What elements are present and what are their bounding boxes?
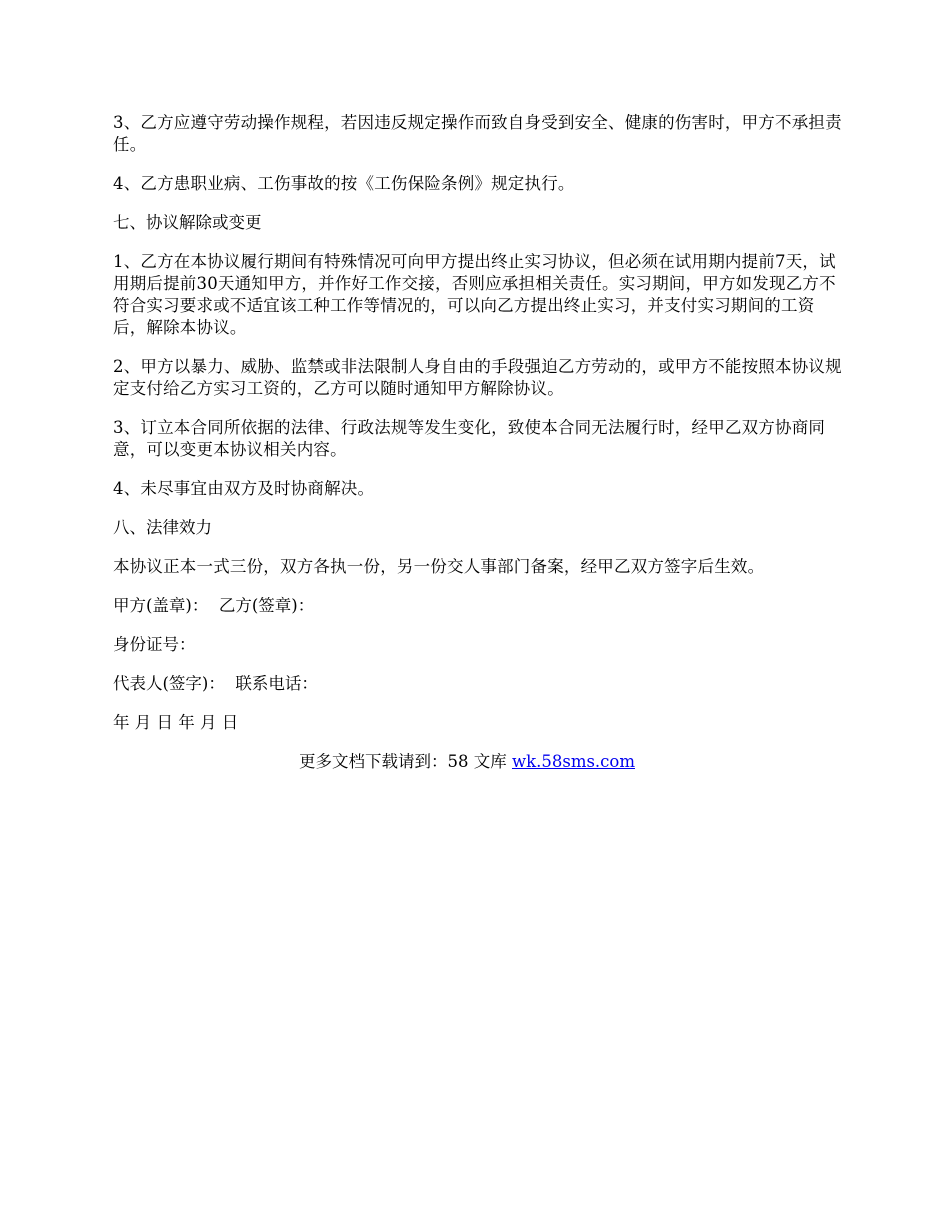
download-footer — [91, 751, 843, 773]
footer-link[interactable]: wk.58sms.com — [511, 752, 635, 771]
section-7-clause-2: 2、甲方以暴力、威胁、监禁或非法限制人身自由的手段强迫乙方劳动的，或甲方不能按照本协议规定支付给乙方实习工资的，乙方可以随时通知甲方解除协议。 — [113, 357, 842, 398]
section-7-clause-3: 3、订立本合同所依据的法律、行政法规等发生变化，致使本合同无法履行时，经甲乙双方协商同意，可以变更本协议相关内容。 — [113, 418, 826, 459]
section-7-heading: 七、协议解除或变更 — [113, 213, 262, 232]
section-7-clause-4: 4、未尽事宜由双方及时协商解决。 — [113, 479, 375, 498]
footer-prefix: 更多文档下载请到：58 文库 — [298, 752, 512, 771]
signature-date-line: 年 月 日 年 月 日 — [113, 713, 239, 732]
section-7-clause-1: 1、乙方在本协议履行期间有特殊情况可向甲方提出终止实习协议，但必须在试用期内提前7天，试用期后提前30天通知甲方，并作好工作交接，否则应承担相关责任。实习期间，甲方如发现乙方不符合实习要求或不适宜该工种工作等情况的，可以向乙方提出终止实习，并支付实习期间的工资后，解除本协议。 — [113, 252, 836, 337]
document-body — [113, 112, 843, 773]
signature-id-line: 身份证号： — [113, 635, 196, 654]
signature-representative-line: 代表人(签字)： 联系电话： — [113, 674, 318, 693]
clause-3-safety: 3、乙方应遵守劳动操作规程，若因违反规定操作而致自身受到安全、健康的伤害时，甲方不承担责任。 — [113, 113, 842, 154]
clause-4-occupational-disease: 4、乙方患职业病、工伤事故的按《工伤保险条例》规定执行。 — [113, 174, 575, 193]
signature-party-line: 甲方(盖章)： 乙方(签章)： — [113, 596, 315, 615]
section-8-heading: 八、法律效力 — [113, 518, 212, 537]
section-8-text: 本协议正本一式三份，双方各执一份，另一份交人事部门备案，经甲乙双方签字后生效。 — [113, 557, 765, 576]
